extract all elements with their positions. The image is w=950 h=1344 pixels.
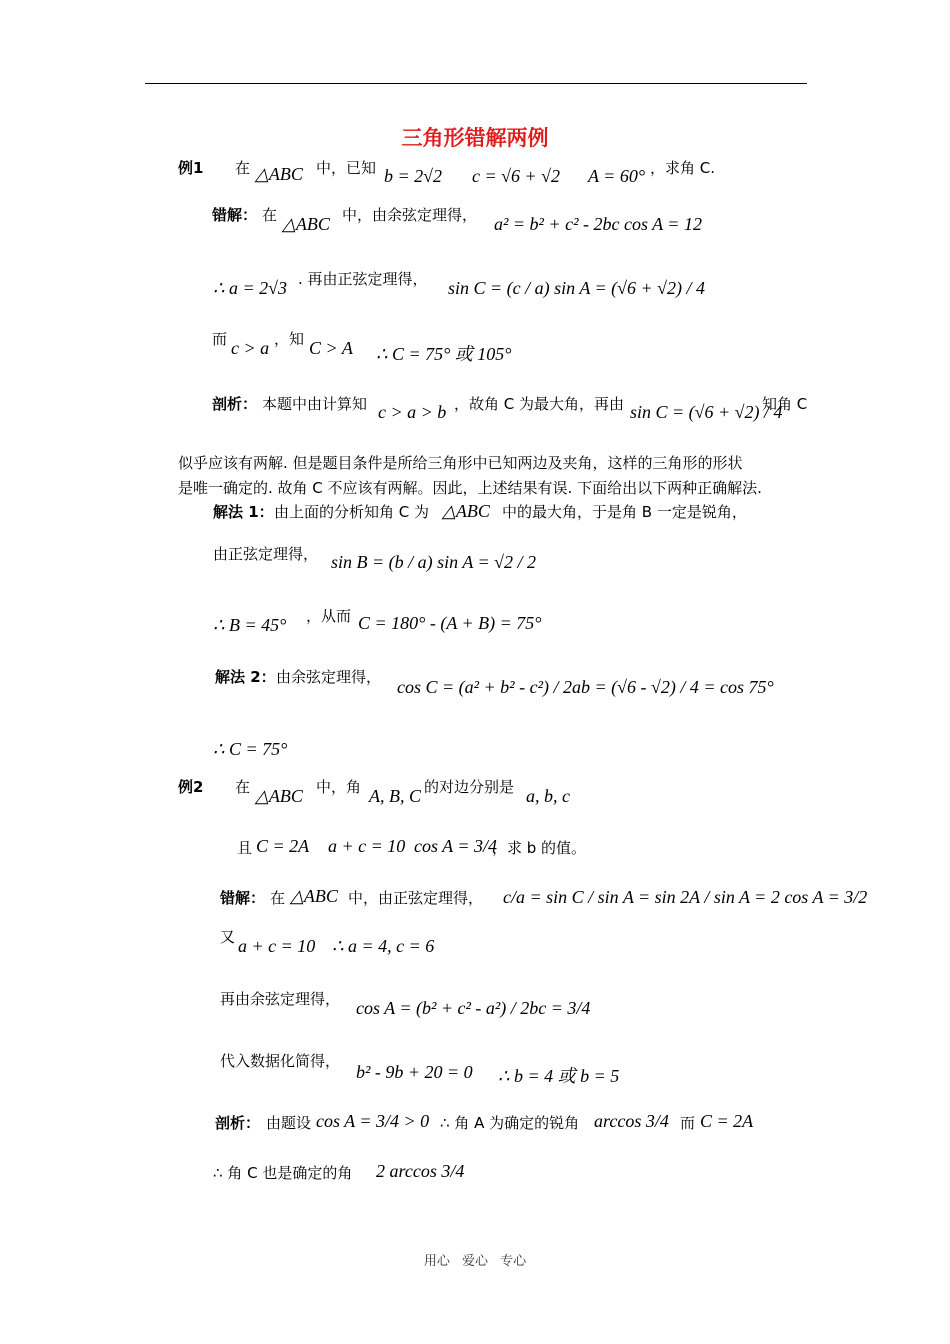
text: 由上面的分析知角 C 为	[274, 503, 430, 521]
paragraph-line: 似乎应该有两解. 但是题目条件是所给三角形中已知两边及夹角，这样的三角形的形状	[178, 454, 743, 472]
header-rule	[145, 83, 807, 84]
text: 在	[235, 778, 251, 796]
text: 在	[270, 889, 286, 907]
text: 而	[212, 330, 228, 348]
equation-cosA: cos A = (b² + c² - a²) / 2bc = 3/4	[356, 998, 591, 1018]
text: 由正弦定理得，	[213, 545, 319, 563]
math-triangle: △ABC	[255, 164, 303, 184]
math-order: c > a > b	[378, 402, 447, 422]
text: ∴ 角 C 也是确定的角	[213, 1164, 353, 1182]
text: 中，由正弦定理得，	[348, 889, 484, 907]
example-2-label: 例2	[178, 778, 204, 796]
math-2arccos: 2 arccos 3/4	[376, 1161, 465, 1181]
text: 中，已知	[316, 159, 377, 177]
text: 的对边分别是	[424, 778, 515, 796]
math-cosA: cos A = 3/4	[414, 836, 497, 856]
text: 由题设	[266, 1114, 312, 1132]
text: 又	[220, 928, 236, 946]
wrong-label: 错解：	[212, 206, 258, 224]
math-C: C = 180° - (A + B) = 75°	[358, 613, 542, 633]
text: ∴ 角 A 为确定的锐角	[440, 1114, 580, 1132]
text: 代入数据化简得，	[220, 1052, 341, 1070]
math-a: ∴ a = 2√3	[213, 278, 287, 298]
text: 且	[237, 839, 253, 857]
math-a-c-values: ∴ a = 4, c = 6	[332, 936, 435, 956]
text: 在	[235, 159, 251, 177]
math-angles: A, B, C	[369, 786, 421, 806]
solution-2-label: 解法 2：	[215, 668, 276, 686]
math-result: ∴ C = 75°	[213, 739, 288, 759]
math-B: ∴ B = 45°	[213, 615, 287, 635]
text: ，知	[274, 330, 305, 348]
text: 而	[680, 1114, 696, 1132]
text: 知角 C	[762, 395, 808, 413]
text: ，故角 C 为最大角，再由	[454, 395, 625, 413]
math-result: ∴ C = 75° 或 105°	[376, 344, 512, 364]
solution-1-label: 解法 1：	[213, 503, 274, 521]
math-triangle: △ABC	[282, 214, 330, 234]
math-triangle: △ABC	[255, 786, 303, 806]
text: ，求 b 的值。	[492, 839, 587, 857]
math-sinC: sin C = (√6 + √2) / 4	[630, 402, 783, 422]
math-arccos: arccos 3/4	[594, 1111, 669, 1131]
math-a-plus-c: a + c = 10	[328, 836, 406, 856]
math-b-values: ∴ b = 4 或 b = 5	[498, 1066, 620, 1086]
analysis-label: 剖析：	[212, 395, 258, 413]
math-c: c = √6 + √2	[472, 166, 561, 186]
page-footer: 用心 爱心 专心	[423, 1254, 527, 1269]
math-triangle: △ABC	[442, 501, 490, 521]
text: 由余弦定理得，	[276, 668, 382, 686]
math-A: A = 60°	[588, 166, 646, 186]
text: 再由余弦定理得，	[220, 990, 341, 1008]
math-b: b = 2√2	[384, 166, 443, 186]
equation-cosine-law: a² = b² + c² - 2bc cos A = 12	[494, 214, 702, 234]
equation-sinB: sin B = (b / a) sin A = √2 / 2	[331, 552, 537, 572]
math-c-gt-a: c > a	[231, 338, 270, 358]
page-title: 三角形错解两例	[401, 126, 549, 150]
example-1-label: 例1	[178, 159, 204, 177]
math-C-gt-A: C > A	[309, 338, 353, 358]
wrong-label: 错解：	[220, 889, 266, 907]
text: . 再由正弦定理得，	[298, 270, 428, 288]
text: 中的最大角，于是角 B 一定是锐角，	[502, 503, 747, 521]
math-cosA-positive: cos A = 3/4 > 0	[316, 1111, 430, 1131]
math-C-2A: C = 2A	[256, 836, 310, 856]
text: 中，角	[316, 778, 362, 796]
math-a-plus-c: a + c = 10	[238, 936, 316, 956]
equation-ratio: c/a = sin C / sin A = sin 2A / sin A = 2 cos A = 3/2	[503, 887, 868, 907]
equation-cosC: cos C = (a² + b² - c²) / 2ab = (√6 - √2) / 4 = cos 75°	[397, 677, 774, 697]
paragraph-line: 是唯一确定的. 故角 C 不应该有两解。因此，上述结果有误. 下面给出以下两种正确解法.	[178, 479, 762, 497]
text: 在	[262, 206, 278, 224]
text: ，从而	[306, 607, 352, 625]
analysis-label: 剖析：	[215, 1114, 261, 1132]
text: 中，由余弦定理得，	[342, 206, 478, 224]
equation-quadratic: b² - 9b + 20 = 0	[356, 1062, 473, 1082]
equation-sine-law: sin C = (c / a) sin A = (√6 + √2) / 4	[448, 278, 706, 298]
text: ，求角 C.	[650, 159, 716, 177]
text: 本题中由计算知	[262, 395, 368, 413]
math-triangle: △ABC	[290, 886, 338, 906]
math-C-2A: C = 2A	[700, 1111, 754, 1131]
math-sides: a, b, c	[526, 786, 570, 806]
